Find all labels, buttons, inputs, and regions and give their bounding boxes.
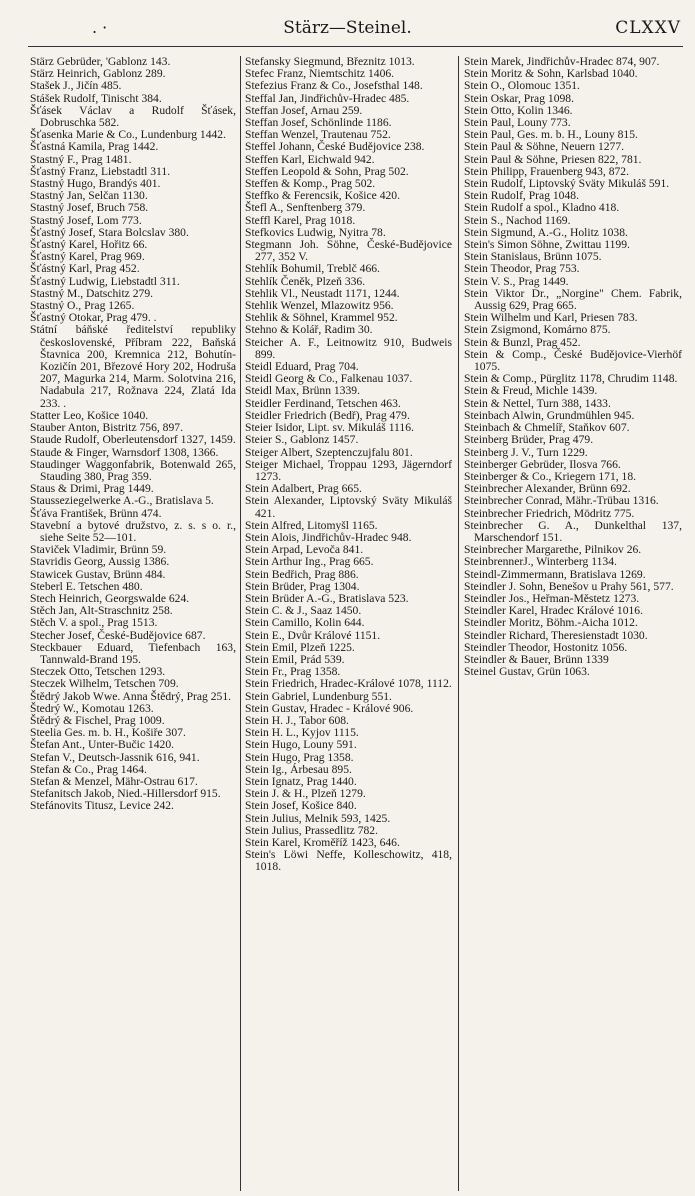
directory-entry: Štefl A., Senftenberg 379. [245,201,366,215]
directory-entry: Stastný Josef, Lom 773. [30,213,142,227]
directory-entry: Statter Leo, Košice 1040. [30,408,149,422]
directory-entry: Stehlík Bohumil, Treblč 466. [245,262,380,276]
column-divider-1 [240,56,241,1191]
directory-entry: Stausseziegelwerke A.-G., Bratislava 5. [30,494,214,508]
directory-entry: Stein Ig., Árbesau 895. [245,762,352,776]
directory-entry: Stein & Nettel, Turn 388, 1433. [464,396,611,410]
directory-entry: Steicher A. F., Leitnowitz 910, Budweis 899. [245,335,452,361]
directory-entry: Stein S., Nachod 1169. [464,213,571,227]
directory-entry: Stein Rudolf, Prag 1048. [464,189,579,203]
directory-entry: Stastný Hugo, Brandýs 401. [30,177,161,191]
directory-entry: Stein Gabriel, Lundenburg 551. [245,689,392,703]
directory-entry: Štědrý Jakob Wwe. Anna Štědrý, Prag 251. [30,689,232,703]
directory-entry: Stein Rudolf a spol., Kladno 418. [464,201,620,215]
directory-entry: Stein Paul & Söhne, Priesen 822, 781. [464,152,642,166]
directory-entry: Šťásek Václav a Rudolf Šťásek, Dobruschka 582. [30,103,236,130]
directory-entry: Šťástný Karl, Prag 452. [30,262,140,276]
directory-entry: Stein & Comp., České Budějovice-Vierhöf 1075. [464,347,682,374]
directory-entry: Stein Viktor Dr., „Norgine" Chem. Fabrik, Aussig 629, Prag 665. [464,286,682,313]
directory-entry: Stehlík Čeněk, Plzeň 336. [245,274,366,288]
directory-entry: Staudinger Waggonfabrik, Botenwald 265, Stauding 380, Prag 359. [30,457,236,483]
directory-entry: Stegmann Joh. Söhne, České-Budějovice 277, 352 V. [245,238,452,264]
directory-column-3 [464,56,682,1190]
directory-entry: Stein Arthur Ing., Prag 665. [245,555,374,569]
directory-entry: Štedrý W., Komotau 1263. [30,701,154,715]
directory-entry: Stehlik Wenzel, Mlazowitz 956. [245,299,394,313]
directory-entry: Staviček Vladimir, Brünn 59. [30,543,167,557]
directory-entry: Steinbrecher Margarethe, Pilnikov 26. [464,543,642,557]
directory-entry: Steier Isidor, Lipt. sv. Mikuláš 1116. [245,421,414,435]
directory-entry: Steidl Max, Brünn 1339. [245,384,360,398]
directory-entry: Steckbauer Eduard, Tiefenbach 163, Tannwald-Brand 195. [30,640,236,666]
directory-entry: Steindler & Bauer, Brünn 1339 [464,652,609,666]
directory-entry: Stein Camillo, Kolin 644. [245,616,365,630]
directory-entry: Steiger Albert, Szeptenczujfalu 801. [245,445,413,459]
directory-entry: Steiger Michael, Troppau 1293, Jägerndorf 1273. [245,457,452,483]
directory-entry: Steffko & Ferencsik, Košice 420. [245,189,400,203]
directory-entry: Stein Bedřich, Prag 886. [245,567,359,581]
directory-entry: Stein & Bunzl, Prag 452. [464,335,581,349]
directory-entry: Stastný F., Prag 1481. [30,152,132,166]
directory-entry: Staus & Drimi, Prag 1449. [30,482,154,496]
directory-entry: Šťastný Josef, Stara Bolcslav 380. [30,225,189,239]
directory-entry: Steidler Friedrich (Bedř), Prag 479. [245,408,410,422]
directory-entry: Steczek Wilhelm, Tetschen 709. [30,677,179,691]
directory-entry: Stastný Josef, Bruch 758. [30,201,149,215]
directory-entry: Steidl Georg & Co., Falkenau 1037. [245,372,413,386]
directory-entry: Stěch Jan, Alt-Straschnitz 258. [30,604,173,618]
directory-entry: Steier S., Gablonz 1457. [245,433,359,447]
directory-entry: Stein Julius, Melnik 593, 1425. [245,811,391,825]
directory-entry: Šťasenka Marie & Co., Lundenburg 1442. [30,128,227,142]
directory-entry: Steindler J. Sohn, Benešov u Prahy 561, 577. [464,579,674,593]
directory-entry: Stein Oskar, Prag 1098. [464,91,574,105]
directory-entry: Steinbrecher Conrad, Mähr.-Trübau 1316. [464,494,659,508]
directory-entry: Stěch V. a spol., Prag 1513. [30,616,158,630]
directory-entry: Steinberg Brüder, Prag 479. [464,433,594,447]
directory-entry: Šťastný Karel, Hořitz 66. [30,238,148,252]
directory-entry: Steinbach & Chmelíř, Staňkov 607. [464,421,630,435]
directory-entry: Stášek Rudolf, Tinischt 384. [30,91,162,105]
directory-entry: Staude & Finger, Warnsdorf 1308, 1366. [30,445,219,459]
directory-entry: Steidler Ferdinand, Tetschen 463. [245,396,401,410]
directory-entry: Steindler Karel, Hradec Králové 1016. [464,604,643,618]
directory-entry: Stein Fr., Prag 1358. [245,665,341,679]
directory-entry: Stein Zsigmond, Komárno 875. [464,323,611,337]
header-rule [28,46,683,47]
directory-entry: Stefan & Co., Prag 1464. [30,762,147,776]
directory-entry: Stehlik Vl., Neustadt 1171, 1244. [245,286,400,300]
directory-entry: Stein Brüder, Prag 1304. [245,579,360,593]
directory-column-2 [245,56,452,1190]
directory-entry: Steffal Jan, Jindřichův-Hradec 485. [245,91,410,105]
page-title: Stärz—Steinel. [283,18,412,38]
directory-entry: Steffen Karl, Eichwald 942. [245,152,375,166]
directory-entry: Stavridis Georg, Aussig 1386. [30,555,170,569]
directory-entry: Stastný O., Prag 1265. [30,299,135,313]
directory-entry: Šťastný Karel, Prag 969. [30,250,145,264]
directory-entry: Steffl Karel, Prag 1018. [245,213,356,227]
directory-entry: Stavební a bytové družstvo, z. s. s o. r., siehe Seite 52—101. [30,518,236,544]
directory-entry: Šťastná Kamila, Prag 1442. [30,140,159,154]
directory-entry: Stefec Franz, Niemtschitz 1406. [245,67,395,81]
directory-entry: Stech Heinrich, Georgswalde 624. [30,591,190,605]
directory-entry: Stein Stanislaus, Brünn 1075. [464,250,602,264]
directory-entry: Stein's Simon Söhne, Zwittau 1199. [464,238,630,252]
directory-entry: Steinberger & Co., Kriegern 171, 18. [464,469,637,483]
directory-entry: Stecher Josef, České-Budějovice 687. [30,628,206,642]
directory-entry: Steffen Leopold & Sohn, Prag 502. [245,164,409,178]
directory-entry: Šťastný Franz, Liebstadtl 311. [30,164,171,178]
directory-entry: Steinbach Alwin, Grundmühlen 945. [464,408,635,422]
directory-entry: Steczek Otto, Tetschen 1293. [30,665,166,679]
directory-entry: Steffan Wenzel, Trautenau 752. [245,128,391,142]
directory-entry: Steelia Ges. m. b. H., Košiře 307. [30,726,186,740]
directory-entry: Steindler Jos., Heřman-Městetz 1273. [464,591,640,605]
directory-entry: Stein Ignatz, Prag 1440. [245,774,357,788]
header-dots: . · [92,18,108,37]
directory-entry: Stein Alois, Jindřichův-Hradec 948. [245,530,412,544]
directory-entry: Stein Philipp, Frauenberg 943, 872. [464,164,629,178]
directory-entry: Štědrý & Fischel, Prag 1009. [30,713,165,727]
directory-entry: Stein Hugo, Prag 1358. [245,750,354,764]
directory-entry: Steindl-Zimmermann, Bratislava 1269. [464,567,646,581]
directory-entry: Stein Adalbert, Prag 665. [245,482,362,496]
directory-entry: Stein's Löwi Neffe, Kolleschowitz, 418, 1018. [245,848,452,874]
page-header [0,18,695,42]
directory-entry: Stefanitsch Jakob, Nied.-Hillersdorf 915. [30,787,221,801]
directory-entry: Šťáva František, Brünn 474. [30,506,162,520]
directory-entry: Stärz Heinrich, Gablonz 289. [30,67,166,81]
directory-entry: Stein Paul & Söhne, Neuern 1277. [464,140,625,154]
directory-entry: Stärz Gebrüder, 'Gablonz 143. [30,56,171,68]
directory-entry: Stein Friedrich, Hradec-Králové 1078, 1112. [245,677,452,691]
directory-entry: Stein Wilhelm und Karl, Priesen 783. [464,311,638,325]
directory-entry: Steinberg J. V., Turn 1229. [464,445,588,459]
directory-entry: Stein C. & J., Saaz 1450. [245,604,362,618]
directory-entry: Stein Rudolf, Liptovský Sväty Mikuláš 591. [464,177,670,191]
directory-entry: Stein Paul, Ges. m. b. H., Louny 815. [464,128,638,142]
directory-entry: Steinberger Gebrüder, Ilosva 766. [464,457,621,471]
directory-entry: Šťastný Otokar, Prag 479. . [30,311,157,325]
directory-entry: Stefánovits Titusz, Levice 242. [30,799,174,813]
directory-entry: Steffan Josef, Arnau 259. [245,103,363,117]
directory-entry: Staude Rudolf, Oberleutensdorf 1327, 1459. [30,433,236,447]
directory-entry: Stein V. S., Prag 1449. [464,274,569,288]
directory-entry: Steffen & Komp., Prag 502. [245,177,376,191]
directory-entry: Stein O., Olomouc 1351. [464,79,580,93]
directory-entry: Steinel Gustav, Grün 1063. [464,665,590,679]
directory-entry: Stein Arpad, Levoča 841. [245,543,364,557]
directory-entry: Steberl E. Tetschen 480. [30,579,143,593]
directory-entry: Stein Julius, Prassedlitz 782. [245,823,379,837]
directory-entry: Stein J. & H., Plzeň 1279. [245,787,366,801]
directory-entry: Stein Karel, Kroměříž 1423, 646. [245,836,400,849]
directory-entry: Stehno & Kolář, Radim 30. [245,323,373,337]
directory-entry: Stefezius Franz & Co., Josefsthal 148. [245,79,423,93]
directory-entry: Stefan & Menzel, Mähr-Ostrau 617. [30,774,198,788]
directory-entry: Steinbrecher Alexander, Brünn 692. [464,482,631,496]
directory-entry: Stefkovics Ludwig, Nyitra 78. [245,225,386,239]
directory-entry: Stastný M., Datschitz 279. [30,286,154,300]
directory-entry: Stefansky Siegmund, Březnitz 1013. [245,56,415,68]
directory-entry: Steindler Theodor, Hostonitz 1056. [464,640,628,654]
directory-entry: Steidl Eduard, Prag 704. [245,360,359,374]
directory-entry: Stefan V., Deutsch-Jassnik 616, 941. [30,750,200,764]
directory-entry: Stawicek Gustav, Brünn 484. [30,567,166,581]
directory-entry: Stastný Jan, Selčan 1130. [30,189,148,203]
column-divider-2 [458,56,459,1191]
directory-entry: Steinbrecher G. A., Dunkelthal 137, Marschendorf 151. [464,518,682,544]
directory-entry: Stehlik & Söhnel, Krammel 952. [245,311,398,325]
directory-entry: Stein Alfred, Litomyšl 1165. [245,518,378,532]
directory-entry: Steindler Moritz, Böhm.-Aicha 1012. [464,616,638,630]
directory-entry: Štefan Ant., Unter-Bučic 1420. [30,738,175,752]
directory-entry: Stašek J., Jičín 485. [30,79,122,93]
directory-entry: Stein Emil, Prád 539. [245,652,345,666]
directory-entry: SteinbrennerJ., Winterberg 1134. [464,555,617,569]
directory-entry: Stein Otto, Kolin 1346. [464,103,573,117]
directory-entry: Steffan Josef, Schönlinde 1186. [245,116,392,130]
directory-entry: Stein Brüder A.-G., Bratislava 523. [245,591,409,605]
directory-entry: Steinbrecher Friedrich, Mödritz 775. [464,506,635,520]
directory-entry: Stein Sigmund, A.-G., Holitz 1038. [464,225,628,239]
directory-entry: Stein & Freud, Michle 1439. [464,384,598,398]
directory-entry: Steindler Richard, Theresienstadt 1030. [464,628,648,642]
directory-entry: Stein Josef, Košice 840. [245,799,357,813]
directory-entry: Stein Moritz & Sohn, Karlsbad 1040. [464,67,638,81]
directory-entry: Stein Gustav, Hradec - Králové 906. [245,701,414,715]
page-number: CLXXV [615,18,681,38]
directory-entry: Steffel Johann, České Budějovice 238. [245,140,425,154]
directory-entry: Stein Paul, Louny 773. [464,116,571,130]
directory-entry: Státní báňské ředitelství republiky československé, Příbram 222, Baňská Štavnica 200, Kremnica 212, Bohutín-Kozičín 201, Březové Hory 202, Hodruša 207, Magurka 214, Marm. Solotvina 216, Nadabula 217, Rožnava 224, Zlatá Ida 233. . [30,323,236,410]
directory-entry: Šťastný Ludwig, Liebstadtl 311. [30,274,180,288]
directory-entry: Stein & Comp., Pürglitz 1178, Chrudim 1148. [464,372,678,386]
directory-entry: Stein Alexander, Liptovský Sväty Mikuláš 421. [245,494,452,520]
directory-entry: Stein H. J., Tabor 608. [245,713,349,727]
directory-entry: Stauber Anton, Bistritz 756, 897. [30,421,183,435]
directory-entry: Stein Hugo, Louny 591. [245,738,357,752]
directory-entry: Stein E., Dvůr Králové 1151. [245,628,381,642]
directory-entry: Stein Emil, Plzeň 1225. [245,640,355,654]
directory-entry: Stein H. L., Kyjov 1115. [245,726,359,740]
directory-column-1 [30,56,236,1190]
directory-entry: Stein Theodor, Prag 753. [464,262,580,276]
directory-entry: Stein Marek, Jindřichův-Hradec 874, 907. [464,56,660,68]
